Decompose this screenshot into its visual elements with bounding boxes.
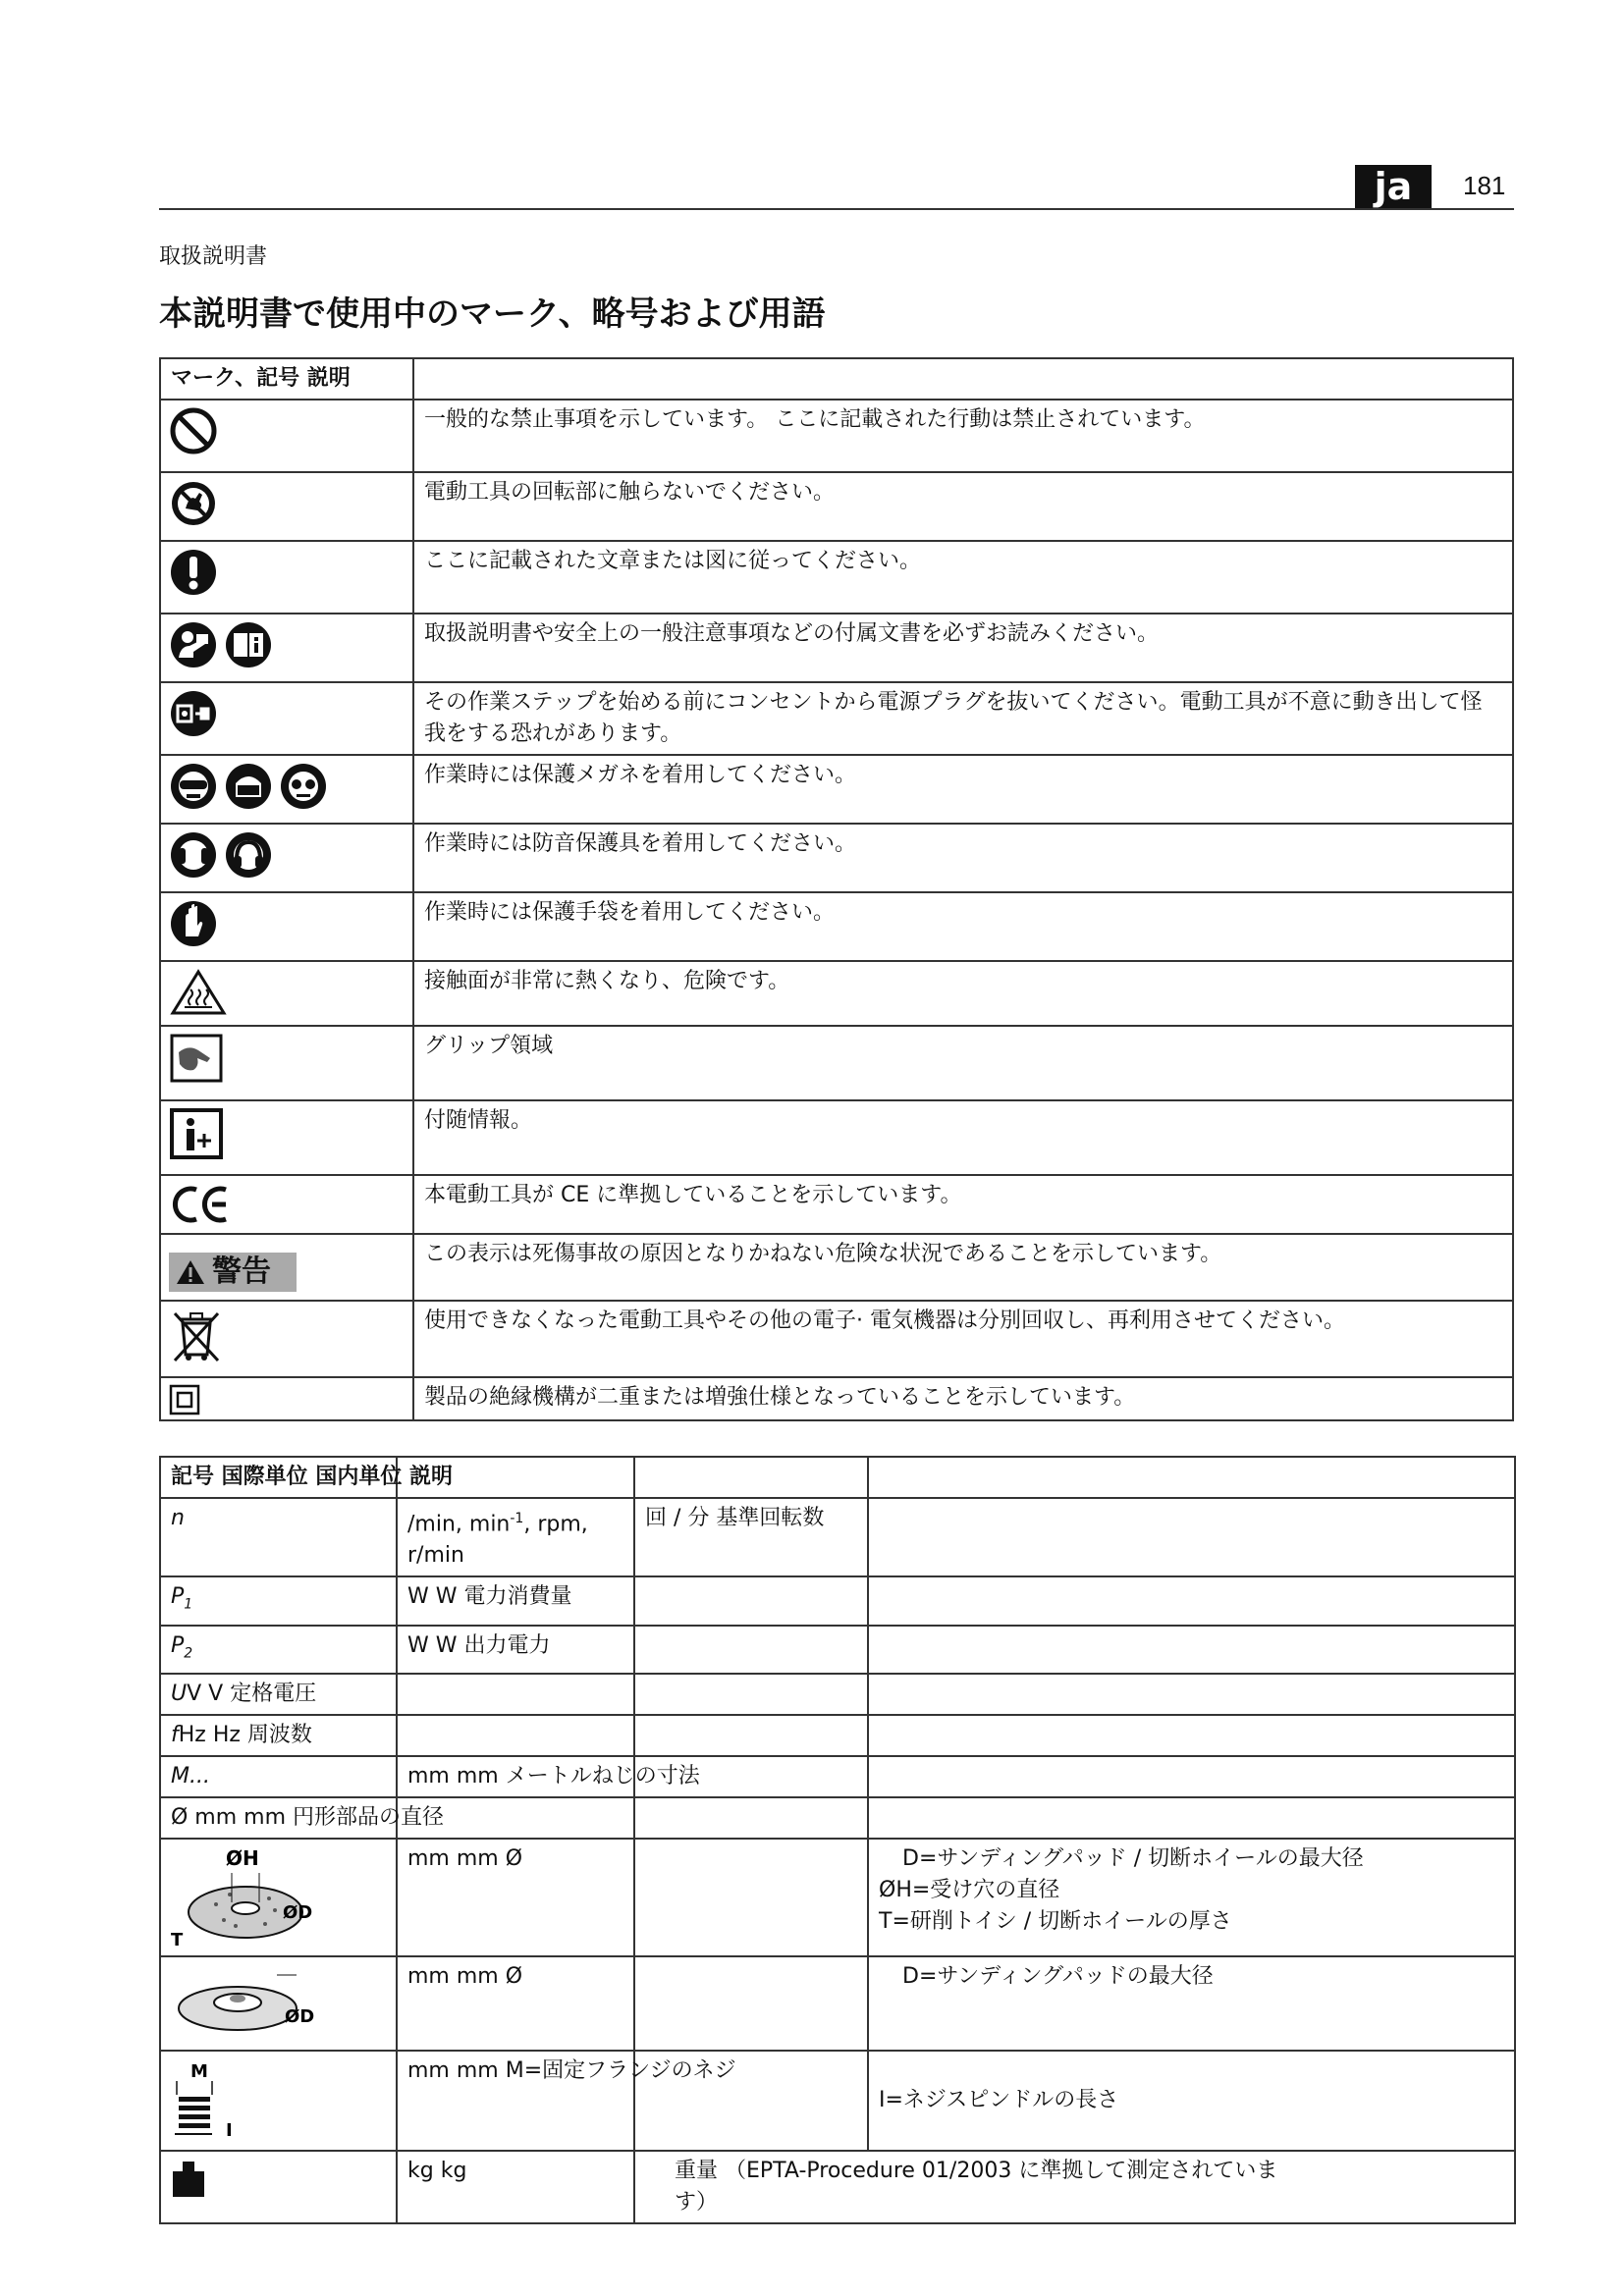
table-row xyxy=(160,1756,1515,1797)
hot-surface-icon xyxy=(169,968,228,1017)
symbol-description: 一般的な禁止事項を示しています。 ここに記載された行動は禁止されています。 xyxy=(413,400,1513,472)
safety-glasses-icon xyxy=(279,762,328,811)
column-header-empty xyxy=(413,358,1513,400)
safety-goggles-icon xyxy=(169,762,218,811)
table-row xyxy=(160,1301,1513,1377)
unit-cell: W W 出力電力 xyxy=(397,1626,634,1674)
symbol-cell: UV V 定格電圧 xyxy=(160,1674,397,1715)
disc-dimensions-icon xyxy=(167,1843,324,1951)
thread-label: M xyxy=(190,2061,208,2083)
symbol-description: 本電動工具が CE に準拠していることを示しています。 xyxy=(413,1175,1513,1234)
ear-protection-icon xyxy=(169,830,218,880)
grip-area-icon xyxy=(169,1033,224,1084)
table-row xyxy=(160,1715,1515,1756)
header-divider xyxy=(159,208,1514,210)
unit-cell: mm mm M=固定フランジのネジ xyxy=(397,2051,634,2151)
page-title: 本説明書で使用中のマーク、略号および用語 xyxy=(159,294,826,334)
symbol-description: 接触面が非常に熱くなり、危険です。 xyxy=(413,961,1513,1026)
table-row xyxy=(160,472,1513,541)
face-shield-icon xyxy=(224,762,273,811)
length-label: I xyxy=(226,2120,233,2142)
table-row xyxy=(160,1498,1515,1576)
info-icon xyxy=(169,1107,224,1160)
table-row xyxy=(160,1576,1515,1625)
symbol-cell: n xyxy=(160,1498,397,1576)
thickness-label: T xyxy=(171,1930,184,1951)
description-cell: D=サンディングパッド / 切断ホイールの最大径 ØH=受け穴の直径 T=研削トイシ / 切断ホイールの厚さ xyxy=(868,1839,1515,1956)
table-row xyxy=(160,1839,1515,1956)
diameter-hole-label: ØH xyxy=(226,1846,259,1871)
symbol-description: 作業時には保護メガネを着用してください。 xyxy=(413,755,1513,824)
table-row xyxy=(160,824,1513,892)
table-header-row xyxy=(160,1457,1515,1498)
table-row xyxy=(160,755,1513,824)
description-cell: D=サンディングパッドの最大径 xyxy=(868,1956,1515,2051)
diameter-label: ØD xyxy=(283,1902,313,1924)
description-cell: 重量 （EPTA-Procedure 01/2003 に準拠して測定されています） xyxy=(634,2151,1515,2223)
symbol-cell: fHz Hz 周波数 xyxy=(160,1715,397,1756)
table-row xyxy=(160,892,1513,961)
symbol-description: 使用できなくなった電動工具やその他の電子· 電気機器は分別回収し、再利用させてください。 xyxy=(413,1301,1513,1377)
symbol-description: ここに記載された文章または図に従ってください。 xyxy=(413,541,1513,614)
column-header: マーク、記号 説明 xyxy=(160,358,413,400)
column-header: 記号 国際単位 国内単位 説明 xyxy=(160,1457,397,1498)
unit-cell: /min, $\min^{-1}$, rpm, r/min xyxy=(397,1498,634,1576)
unit-cell: W W 電力消費量 xyxy=(397,1576,634,1625)
table-row xyxy=(160,1797,1515,1839)
symbol-cell: $P_2$ xyxy=(160,1626,397,1674)
unit-cell: mm mm Ø xyxy=(397,1956,634,2051)
table-header-row xyxy=(160,358,1513,400)
warning-label-icon xyxy=(169,1253,297,1292)
units-table xyxy=(159,1456,1516,2224)
unit-cell: mm mm Ø xyxy=(397,1839,634,1956)
symbol-description: 取扱説明書や安全上の一般注意事項などの付属文書を必ずお読みください。 xyxy=(413,614,1513,682)
table-row xyxy=(160,1956,1515,2051)
symbol-description: 電動工具の回転部に触らないでください。 xyxy=(413,472,1513,541)
prohibition-icon xyxy=(169,406,218,455)
unplug-icon xyxy=(169,689,218,738)
symbol-description: この表示は死傷事故の原因となりかねない危険な状況であることを示しています。 xyxy=(413,1234,1513,1301)
description-cell: 回 / 分 基準回転数 xyxy=(634,1498,868,1576)
table-row xyxy=(160,2151,1515,2223)
double-insulation-icon xyxy=(169,1384,200,1415)
diameter-label: ØD xyxy=(285,2006,315,2028)
weee-bin-icon xyxy=(169,1308,224,1366)
do-not-touch-rotating-parts-icon xyxy=(169,479,218,528)
symbol-cell: M... xyxy=(160,1756,397,1797)
table-row xyxy=(160,1674,1515,1715)
table-row xyxy=(160,1234,1513,1301)
symbol-description: その作業ステップを始める前にコンセントから電源プラグを抜いてください。電動工具が不意に動き出して怪我をする恐れがあります。 xyxy=(413,682,1513,755)
table-row xyxy=(160,1026,1513,1100)
table-row xyxy=(160,1175,1513,1234)
table-row xyxy=(160,541,1513,614)
warning-label-text: 警告 xyxy=(212,1255,271,1289)
mandatory-exclamation-icon xyxy=(169,548,218,597)
symbol-description: 製品の絶縁機構が二重または増強仕様となっていることを示しています。 xyxy=(413,1377,1513,1420)
read-manual-person-icon xyxy=(169,620,218,669)
table-row xyxy=(160,1100,1513,1175)
gloves-icon xyxy=(169,899,218,948)
table-row xyxy=(160,2051,1515,2151)
weight-icon xyxy=(171,2160,206,2199)
ear-muffs-icon xyxy=(224,830,273,880)
section-label: 取扱説明書 xyxy=(159,244,268,269)
manual-book-icon xyxy=(224,620,273,669)
unit-cell: mm mm メートルねじの寸法 xyxy=(397,1756,634,1797)
table-row xyxy=(160,400,1513,472)
table-row xyxy=(160,961,1513,1026)
table-row xyxy=(160,614,1513,682)
unit-cell: kg kg xyxy=(397,2151,634,2223)
warning-triangle-icon xyxy=(175,1258,206,1286)
thread-spindle-icon xyxy=(167,2056,265,2146)
symbol-cell: $P_1$ xyxy=(160,1576,397,1625)
symbol-description: 作業時には保護手袋を着用してください。 xyxy=(413,892,1513,961)
table-row xyxy=(160,1626,1515,1674)
ce-mark-icon xyxy=(169,1182,232,1227)
symbol-cell: Ø mm mm 円形部品の直径 xyxy=(160,1797,397,1839)
table-row xyxy=(160,682,1513,755)
symbols-table xyxy=(159,357,1514,1421)
language-badge: ja xyxy=(1355,165,1432,208)
page-number: 181 xyxy=(1463,171,1506,200)
symbol-description: 付随情報。 xyxy=(413,1100,1513,1175)
table-row xyxy=(160,1377,1513,1420)
symbol-description: グリップ領域 xyxy=(413,1026,1513,1100)
sanding-pad-icon xyxy=(167,1961,324,2040)
description-cell: I=ネジスピンドルの長さ xyxy=(868,2051,1515,2151)
symbol-description: 作業時には防音保護具を着用してください。 xyxy=(413,824,1513,892)
